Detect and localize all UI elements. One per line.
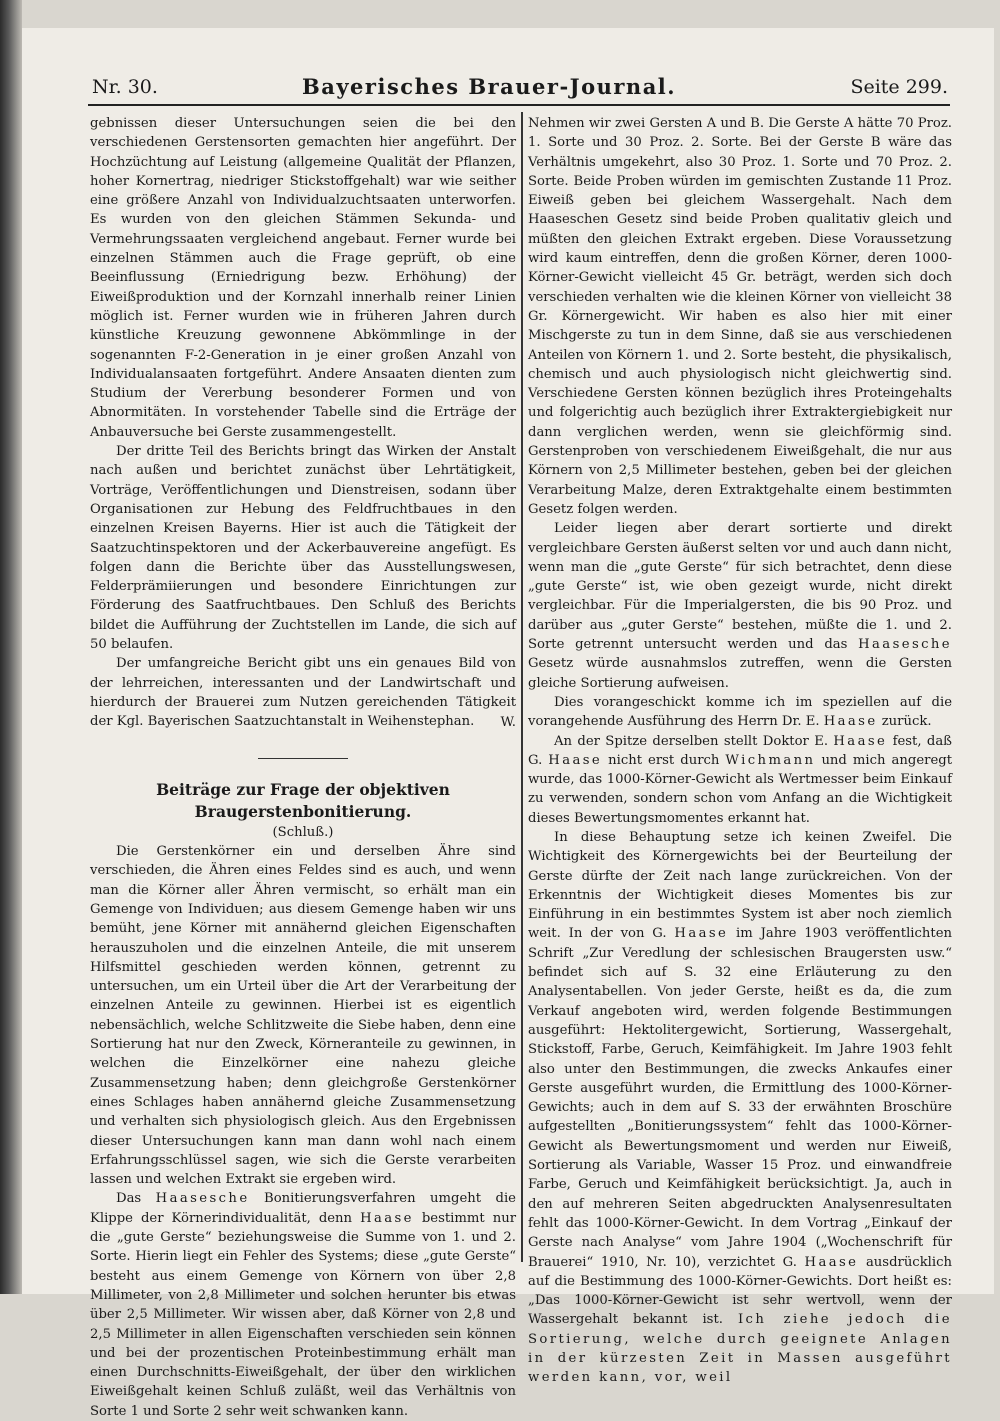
paragraph — [528, 693, 952, 732]
left-column — [90, 114, 516, 1421]
paragraph: Der dritte Teil des Berichts bringt das Wirken der Anstalt nach außen und berichtet zunächst über Lehrtätigkeit, Vorträge, Veröffentlichungen und Dienstreisen, sodann über Organisationen zur Hebung des Feldfruchtbaues in den einzelnen Kreisen Bayerns. Hier ist auch die Tätigkeit der Saatzuchtinspektoren und der Ackerbauvereine angefügt. Es folgen dann die Berichte über das Ausstellungswesen, Felderprämiierungen und besondere Einrichtungen zur Förderung des Saatfruchtbaues. Den Schluß des Berichts bildet die Aufführung der Zuchtstellen im Lande, die sich auf 50 belaufen. — [90, 444, 516, 653]
text-run: In diese Behauptung setze ich keinen Zweifel. Die Wichtigkeit des Körnergewichts bei der Beurteilung der Gerste dürfte der Zeit nach lange zurückreichen. Von der Erkenntnis der Wichtigkeit dieses Momentes bis zur Einführung in ein bestimmtes System ist aber noch ziemlich weit. In der von G. — [528, 829, 952, 942]
spaced-name: Haase — [548, 752, 603, 768]
article-title: Beiträge zur Frage der objektiven Braugerstenbonitierung. — [156, 779, 450, 821]
spaced-name: Haase — [823, 714, 878, 730]
spaced-name: Haasesche — [858, 637, 952, 653]
text-run: bestimmt nur die „gute Gerste“ beziehungsweise die Summe von 1. und 2. Sorte. Hierin liegt ein Fehler des Systems; diese „gute Gerste“ besteht aus einem Gemenge von Körnern von über 2,8 Millimeter, von 2,8 Millimeter und solchen herunter bis etwas über 2,5 Millimeter. Wir wissen aber, daß Körner von 2,8 und 2,5 Millimeter in allen Eigenschaften verschieden sein können und bei der prozentischen Proteinbestimmung erhält man einen Durchschnitts-Eiweißgehalt, der über den wirklichen Eiweißgehalt keinen Schluß zuläßt, weil das Verhältnis von Sorte 1 und Sorte 2 sehr weit schwanken kann. — [90, 1210, 517, 1419]
issue-number: Nr. 30. — [92, 76, 158, 98]
text-run: Dies vorangeschickt komme ich im speziellen auf die vorangehende Ausführung des Herrn Dr. E. — [528, 694, 952, 730]
paragraph: gebnissen dieser Untersuchungen seien die bei den verschiedenen Gerstensorten gemachten hier angeführt. Der Hochzüchtung auf Leistung (allgemeine Qualität der Pflanzen, hoher Kornertrag, niedriger Stickstoffgehalt) war wie seither eine größere Anzahl von Individualzuchtsaaten unterworfen. Es wurden von den gleichen Stämmen Sekunda- und Vermehrungssaaten vergleichend angebaut. Ferner wurde bei einzelnen Stämmen auch die Frage geprüft, ob eine Beeinflussung (Erniedrigung bezw. Erhöhung) der Eiweißproduktion und der Kornzahl innerhalb reiner Linien möglich ist. Ferner wurden wie in früheren Jahren durch künstliche Kreuzung gewonnene Abkömmlinge in der sogenannten F-2-Generation in je einer großen Anzahl von Individualansaaten fortgeführt. Andere Ansaaten dienten zum Studium der Vererbung besonderer Formen und von Abnormitäten. In vorstehender Tabelle sind die Erträge der Anbauversuche bei Gerste zusammengestellt. — [90, 116, 516, 440]
text-run: Das — [116, 1191, 156, 1207]
paragraph: Die Gerstenkörner ein und derselben Ähre sind verschieden, die Ähren eines Feldes sind es auch, und wenn man die Körner aller Ähren vermischt, so erhält man ein Gemenge von Individuen; aus diesem Gemenge haben wir uns bemüht, jene Körner mit annähernd gleichen Eigenschaften herauszuholen und die einzelnen Anteile, die mit unserem Hilfsmittel geschieden werden können, getrennt zu untersuchen, um ein Urteil über die Art der Verarbeitung der einzelnen Anteile zu gewinnen. Hierbei ist es eigentlich nebensächlich, welche Schlitzweite die Siebe haben, denn eine Sortierung hat nur den Zweck, Körneranteile zu gewinnen, in welchen die Einzelkörner eine nahezu gleiche Zusammensetzung haben; denn gleichgroße Gerstenkörner eines Schlages haben annähernd gleiche Zusammensetzung und verhalten sich physiologisch gleich. Aus den Ergebnissen dieser Untersuchungen kann man dann wohl nach einem Erfahrungsschlüssel sagen, wie sich die Gerste verarbeiten lassen und welchen Extrakt sie ergeben wird. — [90, 844, 516, 1188]
text-run: im Jahre 1903 veröffentlichten Schrift „Zur Veredlung der schlesischen Braugersten usw.“ befindet sich auf S. 32 eine Erläuterung zu den Analysentabellen. Von jeder Gerste, heißt es da, die zum Verkauf angeboten wird, werden folgende Bestimmungen ausgeführt: Hektolitergewicht, Sortierung, Wassergehalt, Stickstoff, Farbe, Geruch, Keimfähigkeit. Im Jahre 1903 fehlt also unter den Bestimmungen, die zwecks Ankaufes einer Gerste ausgeführt wurden, die Ermittlung des 1000-Körner-Gewichts; auch in dem auf S. 33 der erwähnten Broschüre aufgestellten „Bonitierungssystem“ fehlt das 1000-Körner-Gewicht als Bewertungsmoment und werden nur Eiweiß, Sortierung als Variable, Wasser 15 Proz. und einwandfreie Farbe, Geruch und Keimfähigkeit berücksichtigt. Ja, auch in den auf mehreren Seiten abgedruckten Analysenresultaten fehlt das 1000-Körner-Gewicht. In dem Vortrag „Einkauf der Gerste nach Analyse“ vom Jahre 1904 („Wochenschrift für Brauerei“ 1910, Nr. 10), verzichtet G. — [528, 926, 953, 1270]
spaced-name: Haase — [833, 733, 888, 749]
right-column — [528, 114, 952, 1388]
spaced-name: Haase — [804, 1254, 859, 1270]
article-subtitle: (Schluß.) — [272, 824, 334, 840]
spaced-name: Wichmann — [725, 752, 816, 768]
spaced-name: Haase — [674, 926, 729, 942]
page-header — [92, 72, 948, 102]
text-run: ausdrücklich auf die Bestimmung des 1000-Körner-Gewichts. Dort heißt es: „Das 1000-Körner-Gewicht ist sehr wertvoll, wenn der Wassergehalt bekannt ist. — [528, 1254, 952, 1328]
journal-title: Bayerisches Brauer-Journal. — [302, 74, 677, 99]
page-number: Seite 299. — [850, 76, 948, 98]
text-run: zurück. — [877, 714, 932, 730]
text-run: nicht erst durch — [602, 752, 726, 768]
text-run: und mich angeregt wurde, das 1000-Körner-Gewicht als Wertmesser beim Einkauf zu verwenden, sondern schon vom Anfang an die Wichtigkeit dieses Bewertungsmomentes erkannt hat. — [528, 752, 952, 826]
paragraph: Der umfangreiche Bericht gibt uns ein genaues Bild von der lehrreichen, interessanten und der Landwirtschaft und hierdurch der Brauerei zum Nutzen gereichenden Tätigkeit der Kgl. Bayerischen Saatzuchtanstalt in Weihenstephan. — [90, 656, 516, 730]
column-divider — [521, 112, 523, 1262]
text-run: Leider liegen aber derart sortierte und direkt vergleichbare Gersten äußerst selten vor und auch dann nicht, wenn man die „gute Gerste“ für sich betrachtet, denn diese „gute Gerste“ ist, wie oben gezeigt wurde, nicht direkt vergleichbar. Für die Imperialgersten, die bis 90 Proz. und darüber aus „guter Gerste“ bestehen, müßte die 1. und 2. Sorte getrennt untersucht werden und das — [528, 521, 952, 653]
author-signature: W. — [500, 714, 516, 730]
text-run: fest, daß G. — [528, 733, 952, 768]
header-rule — [88, 104, 950, 106]
paragraph — [528, 519, 952, 693]
text-run: Gesetz würde ausnahmslos zutreffen, wenn die Gersten gleiche Sortierung aufweisen. — [528, 656, 952, 691]
paragraph — [90, 1189, 516, 1421]
paragraph — [528, 828, 952, 1388]
paragraph: Nehmen wir zwei Gersten A und B. Die Gerste A hätte 70 Proz. 1. Sorte und 30 Proz. 2. Sorte. Bei der Gerste B wäre das Verhältnis umgekehrt, also 30 Proz. 1. Sorte und 70 Proz. 2. Sorte. Beide Proben würden im gemischten Zustande 11 Proz. Eiweiß geben bei gleichem Wassergehalt. Nach dem Haaseschen Gesetz sind beide Proben qualitativ gleich und müßten den gleichen Extrakt ergeben. Diese Voraussetzung wird kaum eintreffen, denn die großen Körner, deren 1000-Körner-Gewicht vielleicht 45 Gr. beträgt, werden sich doch verschieden verhalten wie die kleinen Körner von vielleicht 38 Gr. Körnergewicht. Wir haben es also hier mit einer Mischgerste zu tun in dem Sinne, daß sie aus verschiedenen Anteilen von Körnern 1. und 2. Sorte besteht, die physikalisch, chemisch und auch physiologisch nicht gleichwertig sind. Verschiedene Gersten können bezüglich ihres Proteingehalts und folgerichtig auch bezüglich ihrer Extraktergiebigkeit nur dann verglichen werden, wenn sie gleichförmig sind. Gerstenproben von verschiedenem Eiweißgehalt, die nur aus Körnern von 2,5 Millimeter bestehen, geben bei der gleichen Verarbeitung Malze, deren Extraktgehalte einem bestimmten Gesetz folgen werden. — [528, 116, 952, 517]
spaced-name: Haasesche — [155, 1191, 250, 1207]
text-run: Bonitierungsverfahren umgeht die Klippe der Körnerindividualität, denn — [90, 1191, 516, 1226]
spaced-name: Haase — [360, 1210, 414, 1226]
scan-edge — [0, 0, 22, 1294]
section-rule — [258, 758, 348, 759]
spaced-emphasis: Ich ziehe jedoch die Sortierung, welche durch geeignete Anlagen in der kürzesten Zeit in Massen ausgeführt werden kann, vor, weil — [528, 1312, 952, 1386]
paragraph — [528, 732, 952, 828]
text-run: An der Spitze derselben stellt Doktor E. — [554, 733, 834, 749]
